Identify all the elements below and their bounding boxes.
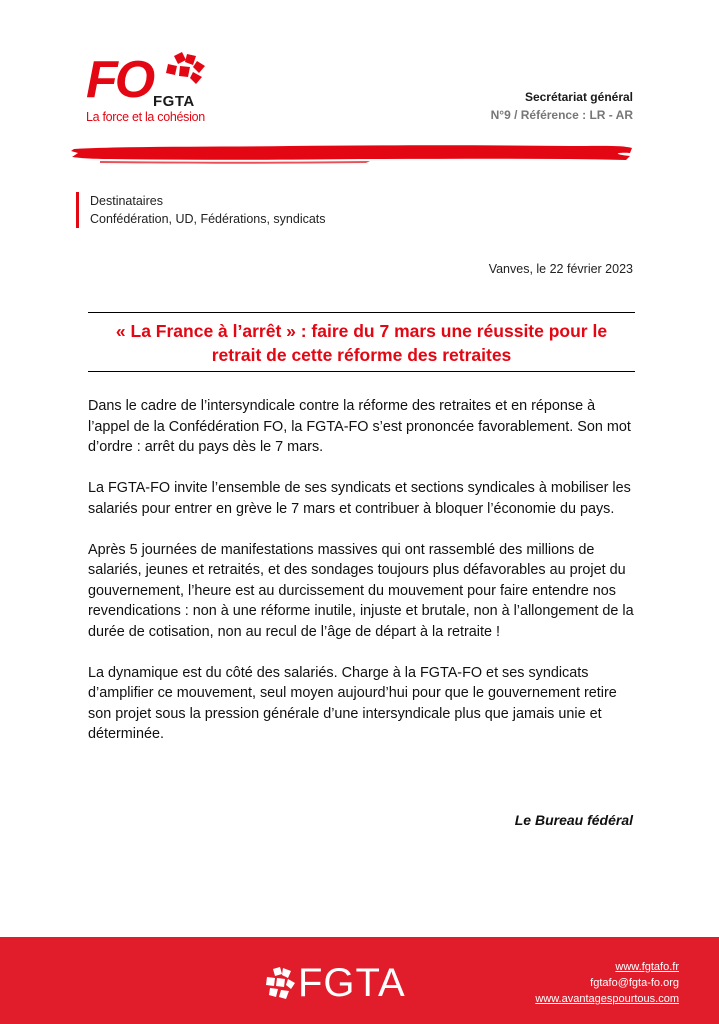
header-info [491, 88, 633, 124]
website-link[interactable]: www.fgtafo.fr [615, 961, 679, 973]
footer-logo [264, 961, 414, 1005]
tagline-part: et la [128, 110, 158, 124]
footer-flower-icon [264, 967, 296, 1001]
document-body [88, 396, 638, 765]
body-paragraph: La dynamique est du côté des salariés. Charge à la FGTA-FO et ses syndicats d’amplifier ce mouvement, seul moyen aujourd’hui pour que le gouvernement retire son projet sous la pression générale d’une intersyndicale plus que jamais unie et déterminée. [88, 664, 617, 742]
avantages-link[interactable]: www.avantagespourtous.com [535, 993, 679, 1005]
title-line: retrait de cette réforme des retraites [211, 345, 512, 365]
logo-tagline [86, 110, 205, 124]
email-link[interactable]: fgtafo@fgta-fo.org [590, 977, 679, 989]
recipients-list: Confédération, UD, Fédérations, syndicats [90, 212, 326, 226]
title-line: « La France à l’arrêt » : faire du 7 mars une réussite pour le [115, 321, 608, 341]
footer-banner [0, 937, 719, 1024]
red-brush-divider [70, 140, 635, 166]
body-paragraph: Après 5 journées de manifestations massives qui ont rassemblé des millions de salariés, jeunes et retraités, et des sondages toujours plus défavorables au projet du gouvernement, l’heure est au durcissement du mouvement pour faire entendre nos revendications : non à une réforme inutile, injuste et brutale, non à l’allongement de la durée de cotisation, non au recul de l’âge de départ à la retraite ! [88, 541, 634, 640]
tagline-part: La [86, 110, 103, 124]
fo-fgta-logo [82, 50, 222, 128]
recipients-label: Destinataires [90, 194, 163, 208]
reference-label: N°9 / Référence : LR - AR [490, 108, 633, 122]
footer-links [535, 959, 679, 1007]
body-paragraph: La FGTA-FO invite l’ensemble de ses syndicats et sections syndicales à mobiliser les salariés pour entrer en grève le 7 mars et contribuer à bloquer l’économie du pays. [88, 480, 631, 517]
recipients-block [76, 192, 326, 228]
footer-logo-text: FGTA [298, 961, 406, 1005]
tagline-part: force [102, 110, 129, 124]
logo-fgta-text: FGTA [153, 93, 195, 110]
flower-logo-icon [160, 52, 206, 92]
secretariat-label: Secrétariat général [524, 90, 633, 104]
signature: Le Bureau fédéral [514, 812, 633, 828]
logo-fo-text: FO [86, 51, 153, 109]
document-date: Vanves, le 22 février 2023 [488, 262, 633, 276]
body-paragraph: Dans le cadre de l’intersyndicale contre la réforme des retraites et en réponse à l’appel de la Confédération FO, la FGTA-FO s’est prononcée favorablement. Son mot d’ordre : arrêt du pays dès le 7 mars. [88, 398, 631, 455]
tagline-part: cohésion [157, 110, 205, 124]
document-title [88, 312, 635, 372]
